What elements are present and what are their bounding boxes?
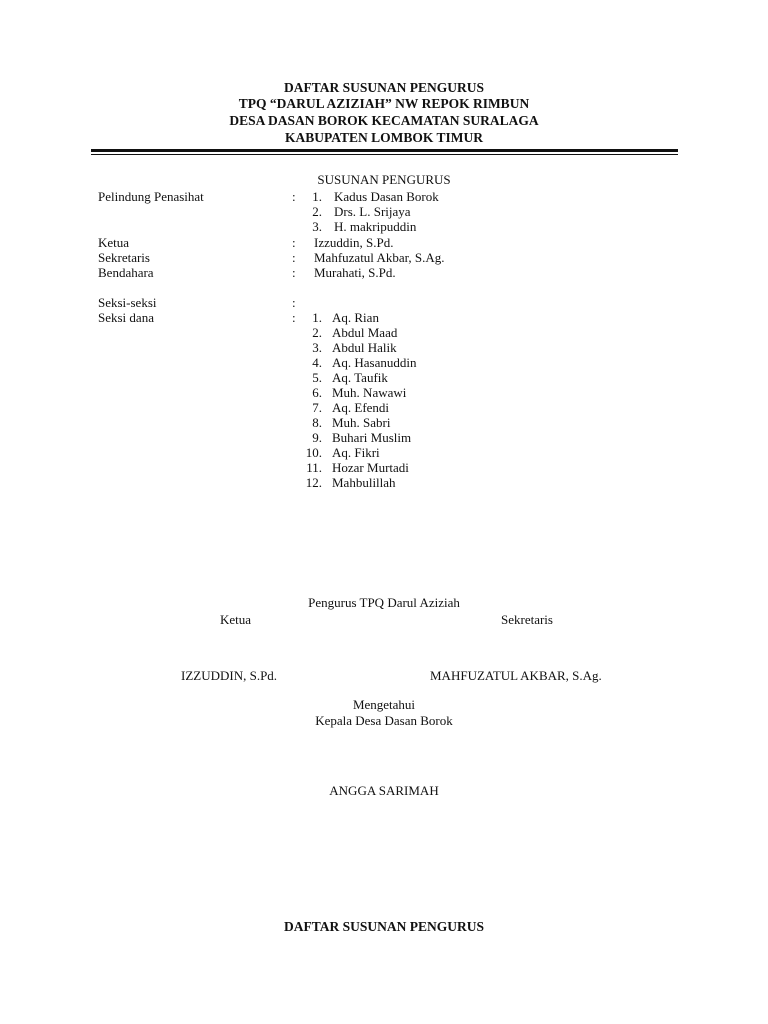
seksi-dana-item-number: 7. <box>312 400 322 415</box>
seksi-dana-item-number: 10. <box>305 445 322 460</box>
seksi-dana-label: Seksi dana <box>98 310 154 325</box>
seksi-dana-item-number: 6. <box>312 385 322 400</box>
seksi-dana-item-number: 8. <box>312 415 322 430</box>
seksi-dana-item-name: Aq. Fikri <box>332 445 380 460</box>
footer-title: DAFTAR SUSUNAN PENGURUS <box>283 919 484 934</box>
header-regency: KABUPATEN LOMBOK TIMUR <box>284 130 483 145</box>
pelindung-item-name: Drs. L. Srijaya <box>334 204 411 219</box>
pelindung-colon: : <box>292 189 296 204</box>
bendahara-label: Bendahara <box>98 265 154 280</box>
header-village: DESA DASAN BOROK KECAMATAN SURALAGA <box>229 113 539 128</box>
village-head-name: ANGGA SARIMAH <box>329 783 439 798</box>
seksi-dana-item-name: Hozar Murtadi <box>332 460 409 475</box>
header-title: DAFTAR SUSUNAN PENGURUS <box>283 80 484 95</box>
seksi-dana-item-name: Buhari Muslim <box>332 430 412 445</box>
ketua-colon: : <box>292 235 296 250</box>
signature-left-role: Ketua <box>220 612 252 627</box>
seksi-dana-item-name: Abdul Maad <box>332 325 398 340</box>
seksi-dana-item-name: Muh. Nawawi <box>332 385 407 400</box>
seksi-dana-item-number: 12. <box>305 475 322 490</box>
seksi-dana-item-number: 2. <box>312 325 322 340</box>
seksi-dana-item-name: Aq. Hasanuddin <box>332 355 417 370</box>
sekretaris-value: Mahfuzatul Akbar, S.Ag. <box>314 250 445 265</box>
seksi-colon: : <box>292 295 296 310</box>
header-institution: TPQ “DARUL AZIZIAH” NW REPOK RIMBUN <box>238 96 530 111</box>
sekretaris-label: Sekretaris <box>98 250 150 265</box>
signature-left-name: IZZUDDIN, S.Pd. <box>181 668 278 683</box>
header-divider-thick <box>91 149 678 152</box>
signature-right-role: Sekretaris <box>501 612 553 627</box>
bendahara-value: Murahati, S.Pd. <box>314 265 396 280</box>
seksi-label: Seksi-seksi <box>98 295 157 310</box>
seksi-dana-item-number: 3. <box>312 340 322 355</box>
pelindung-item-name: Kadus Dasan Borok <box>334 189 439 204</box>
pelindung-item-number: 3. <box>312 219 322 234</box>
header-divider-thin <box>91 154 678 155</box>
pelindung-item-number: 2. <box>312 204 322 219</box>
acknowledge-label: Mengetahui <box>352 697 416 712</box>
section-title: SUSUNAN PENGURUS <box>317 172 451 187</box>
seksi-dana-item-number: 5. <box>312 370 322 385</box>
bendahara-colon: : <box>292 265 296 280</box>
seksi-dana-item-name: Aq. Taufik <box>332 370 388 385</box>
seksi-dana-item-name: Aq. Rian <box>332 310 379 325</box>
signature-right-name: MAHFUZATUL AKBAR, S.Ag. <box>430 668 602 683</box>
seksi-dana-item-name: Aq. Efendi <box>332 400 390 415</box>
seksi-dana-item-number: 11. <box>306 460 322 475</box>
pelindung-item-number: 1. <box>312 189 322 204</box>
pelindung-label: Pelindung Penasihat <box>98 189 204 204</box>
seksi-dana-item-number: 4. <box>312 355 322 370</box>
sekretaris-colon: : <box>292 250 296 265</box>
seksi-dana-item-number: 1. <box>312 310 322 325</box>
seksi-dana-item-name: Mahbulillah <box>332 475 396 490</box>
signature-org: Pengurus TPQ Darul Aziziah <box>308 595 460 610</box>
seksi-dana-item-name: Muh. Sabri <box>332 415 391 430</box>
ketua-value: Izzuddin, S.Pd. <box>314 235 394 250</box>
seksi-dana-item-name: Abdul Halik <box>332 340 397 355</box>
seksi-dana-colon: : <box>292 310 296 325</box>
pelindung-item-name: H. makripuddin <box>334 219 417 234</box>
village-head-title: Kepala Desa Dasan Borok <box>315 713 453 728</box>
ketua-label: Ketua <box>98 235 130 250</box>
seksi-dana-item-number: 9. <box>312 430 322 445</box>
